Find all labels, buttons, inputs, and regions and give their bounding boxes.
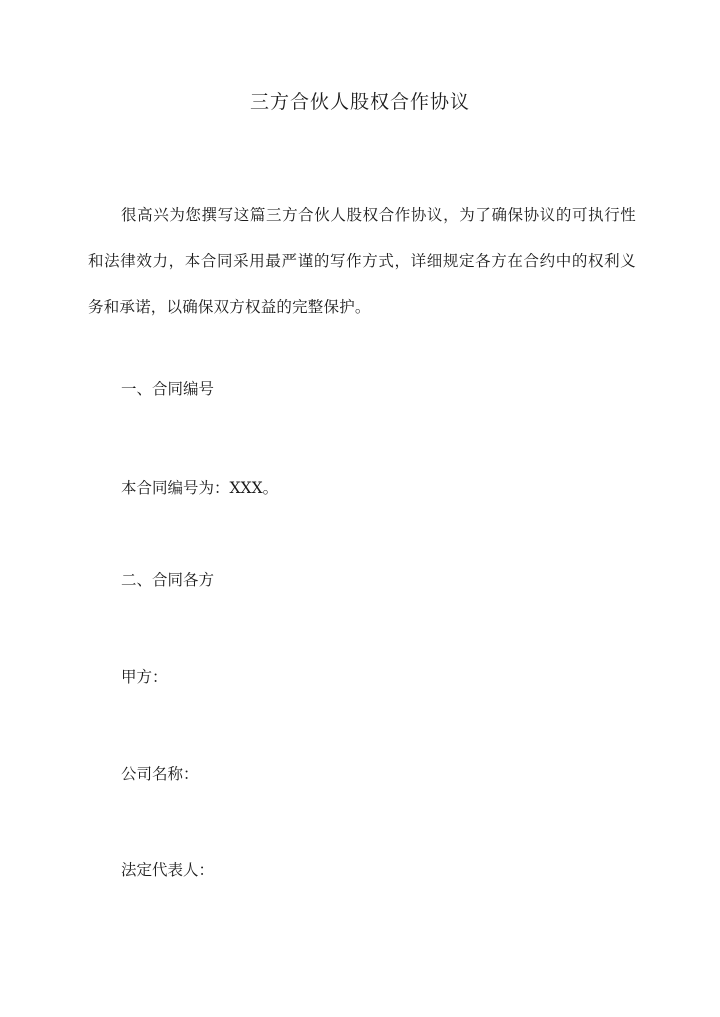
contract-number-text: 本合同编号为：XXX。 (121, 479, 279, 497)
section-heading-contract-parties: 二、合同各方 (121, 571, 215, 589)
company-name-label: 公司名称： (121, 765, 199, 783)
section-heading-contract-number: 一、合同编号 (121, 380, 215, 398)
legal-representative-label: 法定代表人： (121, 861, 215, 879)
party-a-label: 甲方： (121, 668, 168, 686)
intro-paragraph: 很高兴为您撰写这篇三方合伙人股权合作协议，为了确保协议的可执行性和法律效力，本合同采用最严谨的写作方式，详细规定各方在合约中的权利义务和承诺，以确保双方权益的完整保护。 (88, 206, 636, 316)
document-title: 三方合伙人股权合作协议 (249, 91, 470, 113)
